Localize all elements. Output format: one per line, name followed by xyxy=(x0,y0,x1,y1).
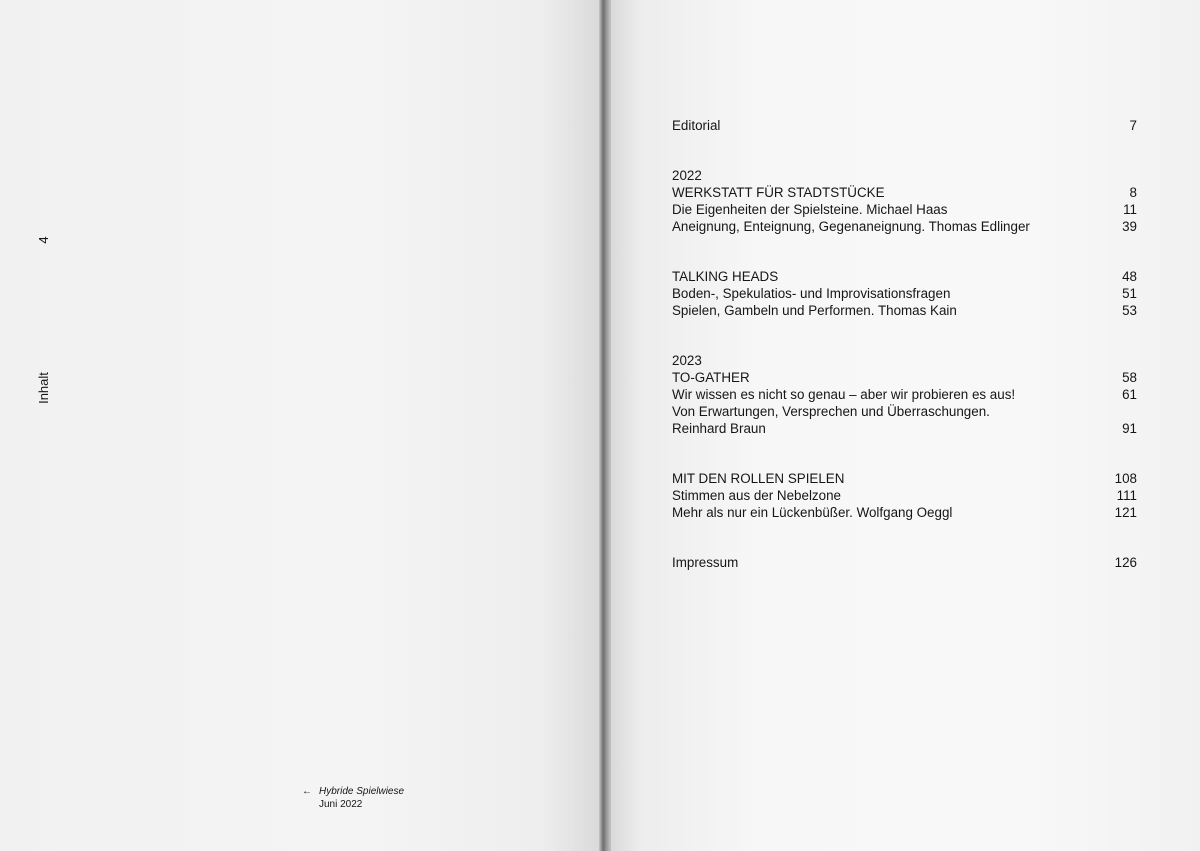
toc-page: 61 xyxy=(1122,387,1137,402)
toc-entry xyxy=(672,201,1137,218)
toc-year: 2022 xyxy=(672,168,702,183)
toc-page: 8 xyxy=(1129,185,1137,200)
toc-year-heading xyxy=(672,167,1137,184)
toc-page: 51 xyxy=(1122,286,1137,301)
toc-title: Von Erwartungen, Versprechen und Überraschungen. xyxy=(672,404,990,419)
toc-page: 11 xyxy=(1123,202,1137,217)
toc-page: 58 xyxy=(1122,370,1137,385)
table-of-contents xyxy=(672,117,1137,571)
toc-page: 7 xyxy=(1129,118,1137,133)
toc-title: Wir wissen es nicht so genau – aber wir probieren es aus! xyxy=(672,387,1016,402)
toc-page: 126 xyxy=(1114,555,1137,570)
toc-page: 108 xyxy=(1114,471,1137,486)
toc-title: WERKSTATT FÜR STADTSTÜCKE xyxy=(672,185,885,200)
toc-page: 53 xyxy=(1122,303,1137,318)
toc-entry xyxy=(672,218,1137,235)
toc-year: 2023 xyxy=(672,353,702,368)
publication-note xyxy=(302,785,404,811)
toc-entry xyxy=(672,302,1137,319)
toc-title: Die Eigenheiten der Spielsteine. Michael Haas xyxy=(672,202,948,217)
page-number: 4 xyxy=(36,236,51,244)
toc-entry xyxy=(672,487,1137,504)
toc-entry-editorial xyxy=(672,117,1137,134)
publication-title: Hybride Spielwiese xyxy=(319,786,405,797)
toc-year-heading xyxy=(672,352,1137,369)
arrow-left-icon: ← xyxy=(302,786,312,797)
toc-title: MIT DEN ROLLEN SPIELEN xyxy=(672,471,845,486)
toc-page: 39 xyxy=(1122,219,1137,234)
toc-entry xyxy=(672,369,1137,386)
toc-page: 121 xyxy=(1114,505,1137,520)
toc-title: Reinhard Braun xyxy=(672,421,766,436)
toc-title: Editorial xyxy=(672,118,721,133)
toc-title: TALKING HEADS xyxy=(672,269,779,284)
toc-entry xyxy=(672,268,1137,285)
toc-entry xyxy=(672,403,1137,420)
toc-title: Boden-, Spekulatios- und Improvisationsfragen xyxy=(672,286,951,301)
toc-entry xyxy=(672,420,1137,437)
section-label: Inhalt xyxy=(36,372,51,404)
toc-entry xyxy=(672,386,1137,403)
toc-entry-impressum xyxy=(672,554,1137,571)
toc-title: Mehr als nur ein Lückenbüßer. Wolfgang Oeggl xyxy=(672,505,953,520)
toc-page: 91 xyxy=(1122,421,1137,436)
toc-page: 111 xyxy=(1116,488,1137,503)
toc-title: Aneignung, Enteignung, Gegenaneignung. Thomas Edlinger xyxy=(672,219,1030,234)
toc-page: 48 xyxy=(1122,269,1137,284)
publication-date: Juni 2022 xyxy=(319,799,363,810)
toc-title: Spielen, Gambeln und Performen. Thomas Kain xyxy=(672,303,957,318)
toc-title: Stimmen aus der Nebelzone xyxy=(672,488,841,503)
toc-entry xyxy=(672,285,1137,302)
toc-entry xyxy=(672,504,1137,521)
toc-entry xyxy=(672,470,1137,487)
toc-entry xyxy=(672,184,1137,201)
toc-title: Impressum xyxy=(672,555,739,570)
toc-title: TO-GATHER xyxy=(672,370,750,385)
